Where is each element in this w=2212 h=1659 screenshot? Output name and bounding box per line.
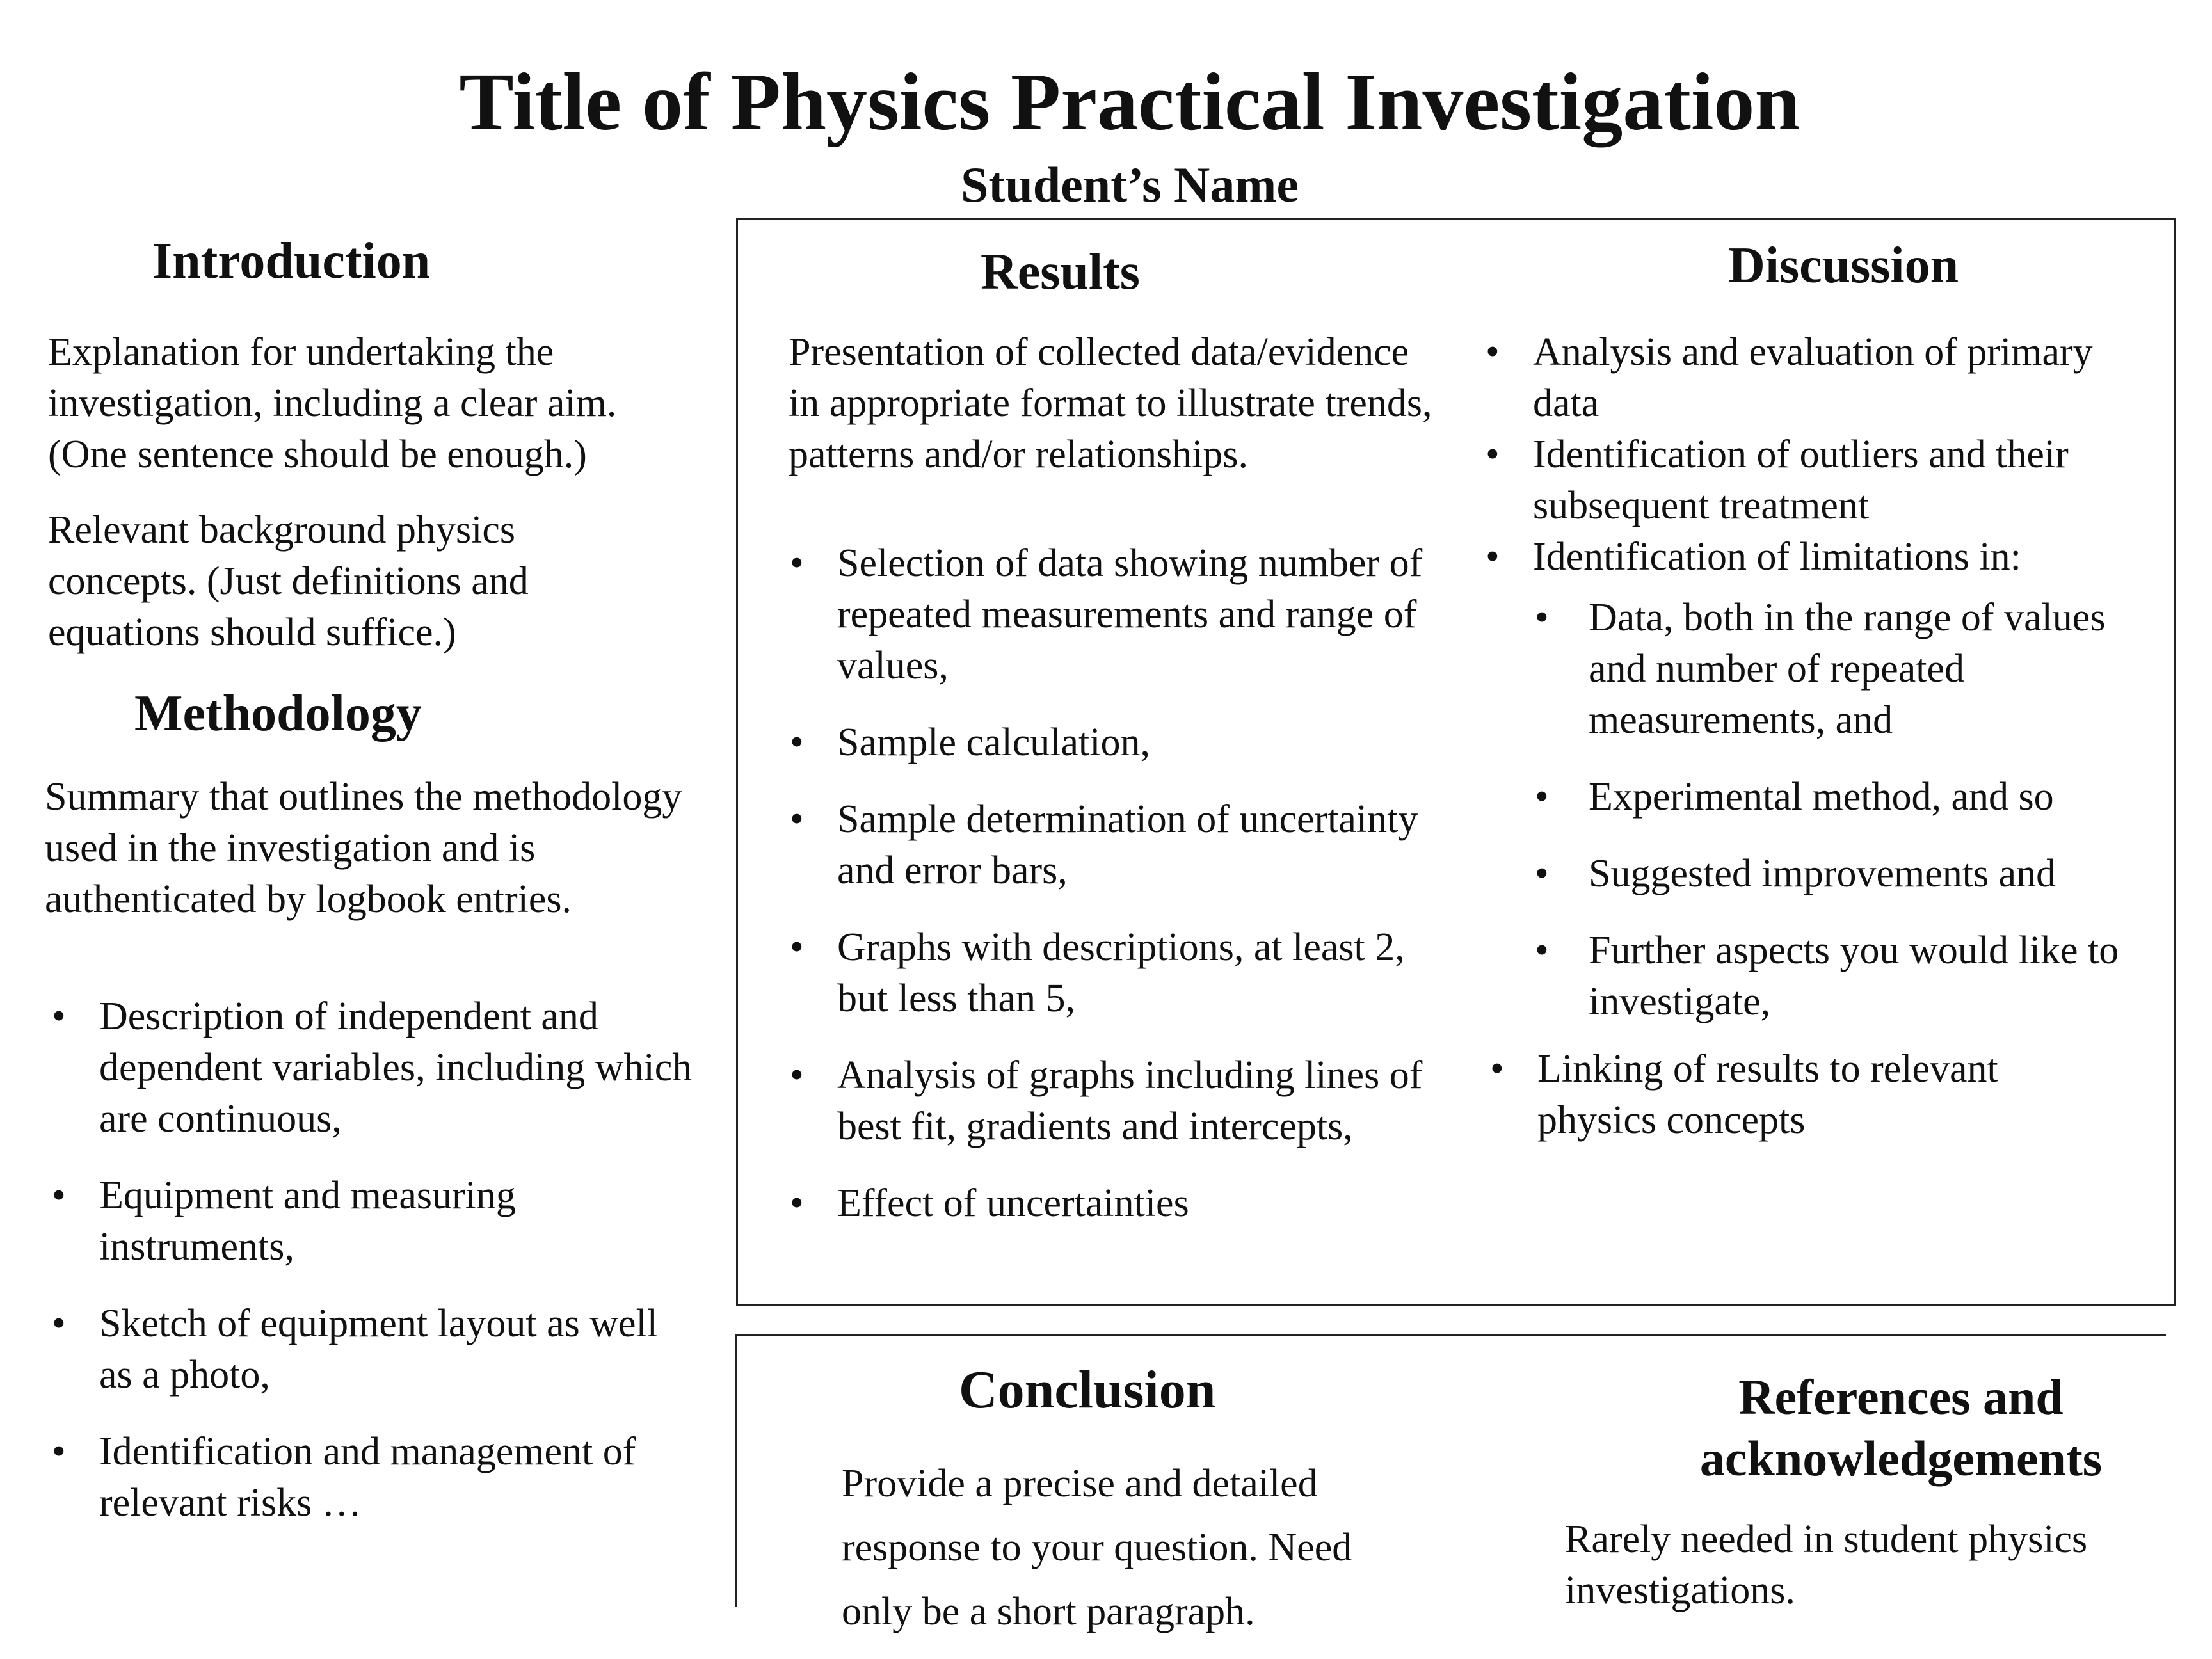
- discussion-final-list: [1486, 1043, 2126, 1146]
- results-item: • Effect of uncertainties: [786, 1178, 1439, 1229]
- methodology-summary: Summary that outlines the methodology used in the investigation and is authenticated by logbook entries.: [45, 775, 682, 921]
- conclusion-divider-vertical: [735, 1334, 737, 1607]
- methodology-item: • Description of independent and dependent variables, including which are continuous,: [48, 991, 701, 1144]
- results-list: [786, 538, 1439, 1254]
- conclusion-line: only be a short paragraph.: [842, 1590, 1255, 1633]
- references-heading: References and acknowledgements: [1699, 1369, 2103, 1486]
- discussion-item: • Identification of limitations in:: [1482, 531, 2167, 582]
- discussion-sub-item: • Experimental method, and so: [1530, 771, 2170, 822]
- discussion-sub-item: • Data, both in the range of values and number of repeated measurements, and: [1530, 592, 2170, 746]
- student-name: Student’s Name: [961, 157, 1299, 212]
- results-item: • Sample determination of uncertainty and error bars,: [786, 794, 1439, 896]
- methodology-item: • Equipment and measuring instruments,: [48, 1170, 701, 1272]
- conclusion-heading: Conclusion: [959, 1360, 1216, 1420]
- methodology-list: [48, 991, 701, 1554]
- discussion-item: • Identification of outliers and their subsequent treatment: [1482, 429, 2167, 531]
- conclusion-line: Provide a precise and detailed: [842, 1462, 1318, 1505]
- results-item: • Sample calculation,: [786, 717, 1439, 768]
- results-heading: Results: [981, 244, 1140, 300]
- conclusion-divider-horizontal: [735, 1334, 2166, 1336]
- methodology-heading: Methodology: [134, 685, 422, 742]
- discussion-list: [1482, 326, 2167, 582]
- page-title: Title of Physics Practical Investigation: [459, 56, 1800, 147]
- references-text: Rarely needed in student physics investigations.: [1565, 1518, 2088, 1612]
- results-item: • Graphs with descriptions, at least 2, but less than 5,: [786, 922, 1439, 1024]
- discussion-limitations-list: [1530, 592, 2170, 1053]
- discussion-heading: Discussion: [1728, 237, 1959, 294]
- discussion-item: • Analysis and evaluation of primary data: [1482, 326, 2167, 429]
- results-item: • Selection of data showing number of repeated measurements and range of values,: [786, 538, 1439, 691]
- methodology-item: • Sketch of equipment layout as well as a photo,: [48, 1298, 701, 1400]
- discussion-sub-item: • Further aspects you would like to investigate,: [1530, 925, 2170, 1027]
- results-item: • Analysis of graphs including lines of best fit, gradients and intercepts,: [786, 1050, 1439, 1152]
- methodology-item: • Identification and management of relevant risks …: [48, 1426, 701, 1528]
- discussion-item: • Linking of results to relevant physics concepts: [1486, 1043, 2126, 1146]
- conclusion-line: response to your question. Need: [842, 1526, 1352, 1569]
- introduction-paragraph-background: Relevant background physics concepts. (Just definitions and equations should suffice.): [48, 508, 529, 654]
- results-intro: Presentation of collected data/evidence in appropriate format to illustrate trends, patterns and/or relationships.: [789, 330, 1432, 476]
- conclusion-text: [842, 1452, 1482, 1644]
- discussion-sub-item: • Suggested improvements and: [1530, 848, 2170, 899]
- introduction-heading: Introduction: [152, 233, 431, 289]
- introduction-paragraph-aim: Explanation for undertaking the investigation, including a clear aim. (One sentence should be enough.): [48, 330, 617, 476]
